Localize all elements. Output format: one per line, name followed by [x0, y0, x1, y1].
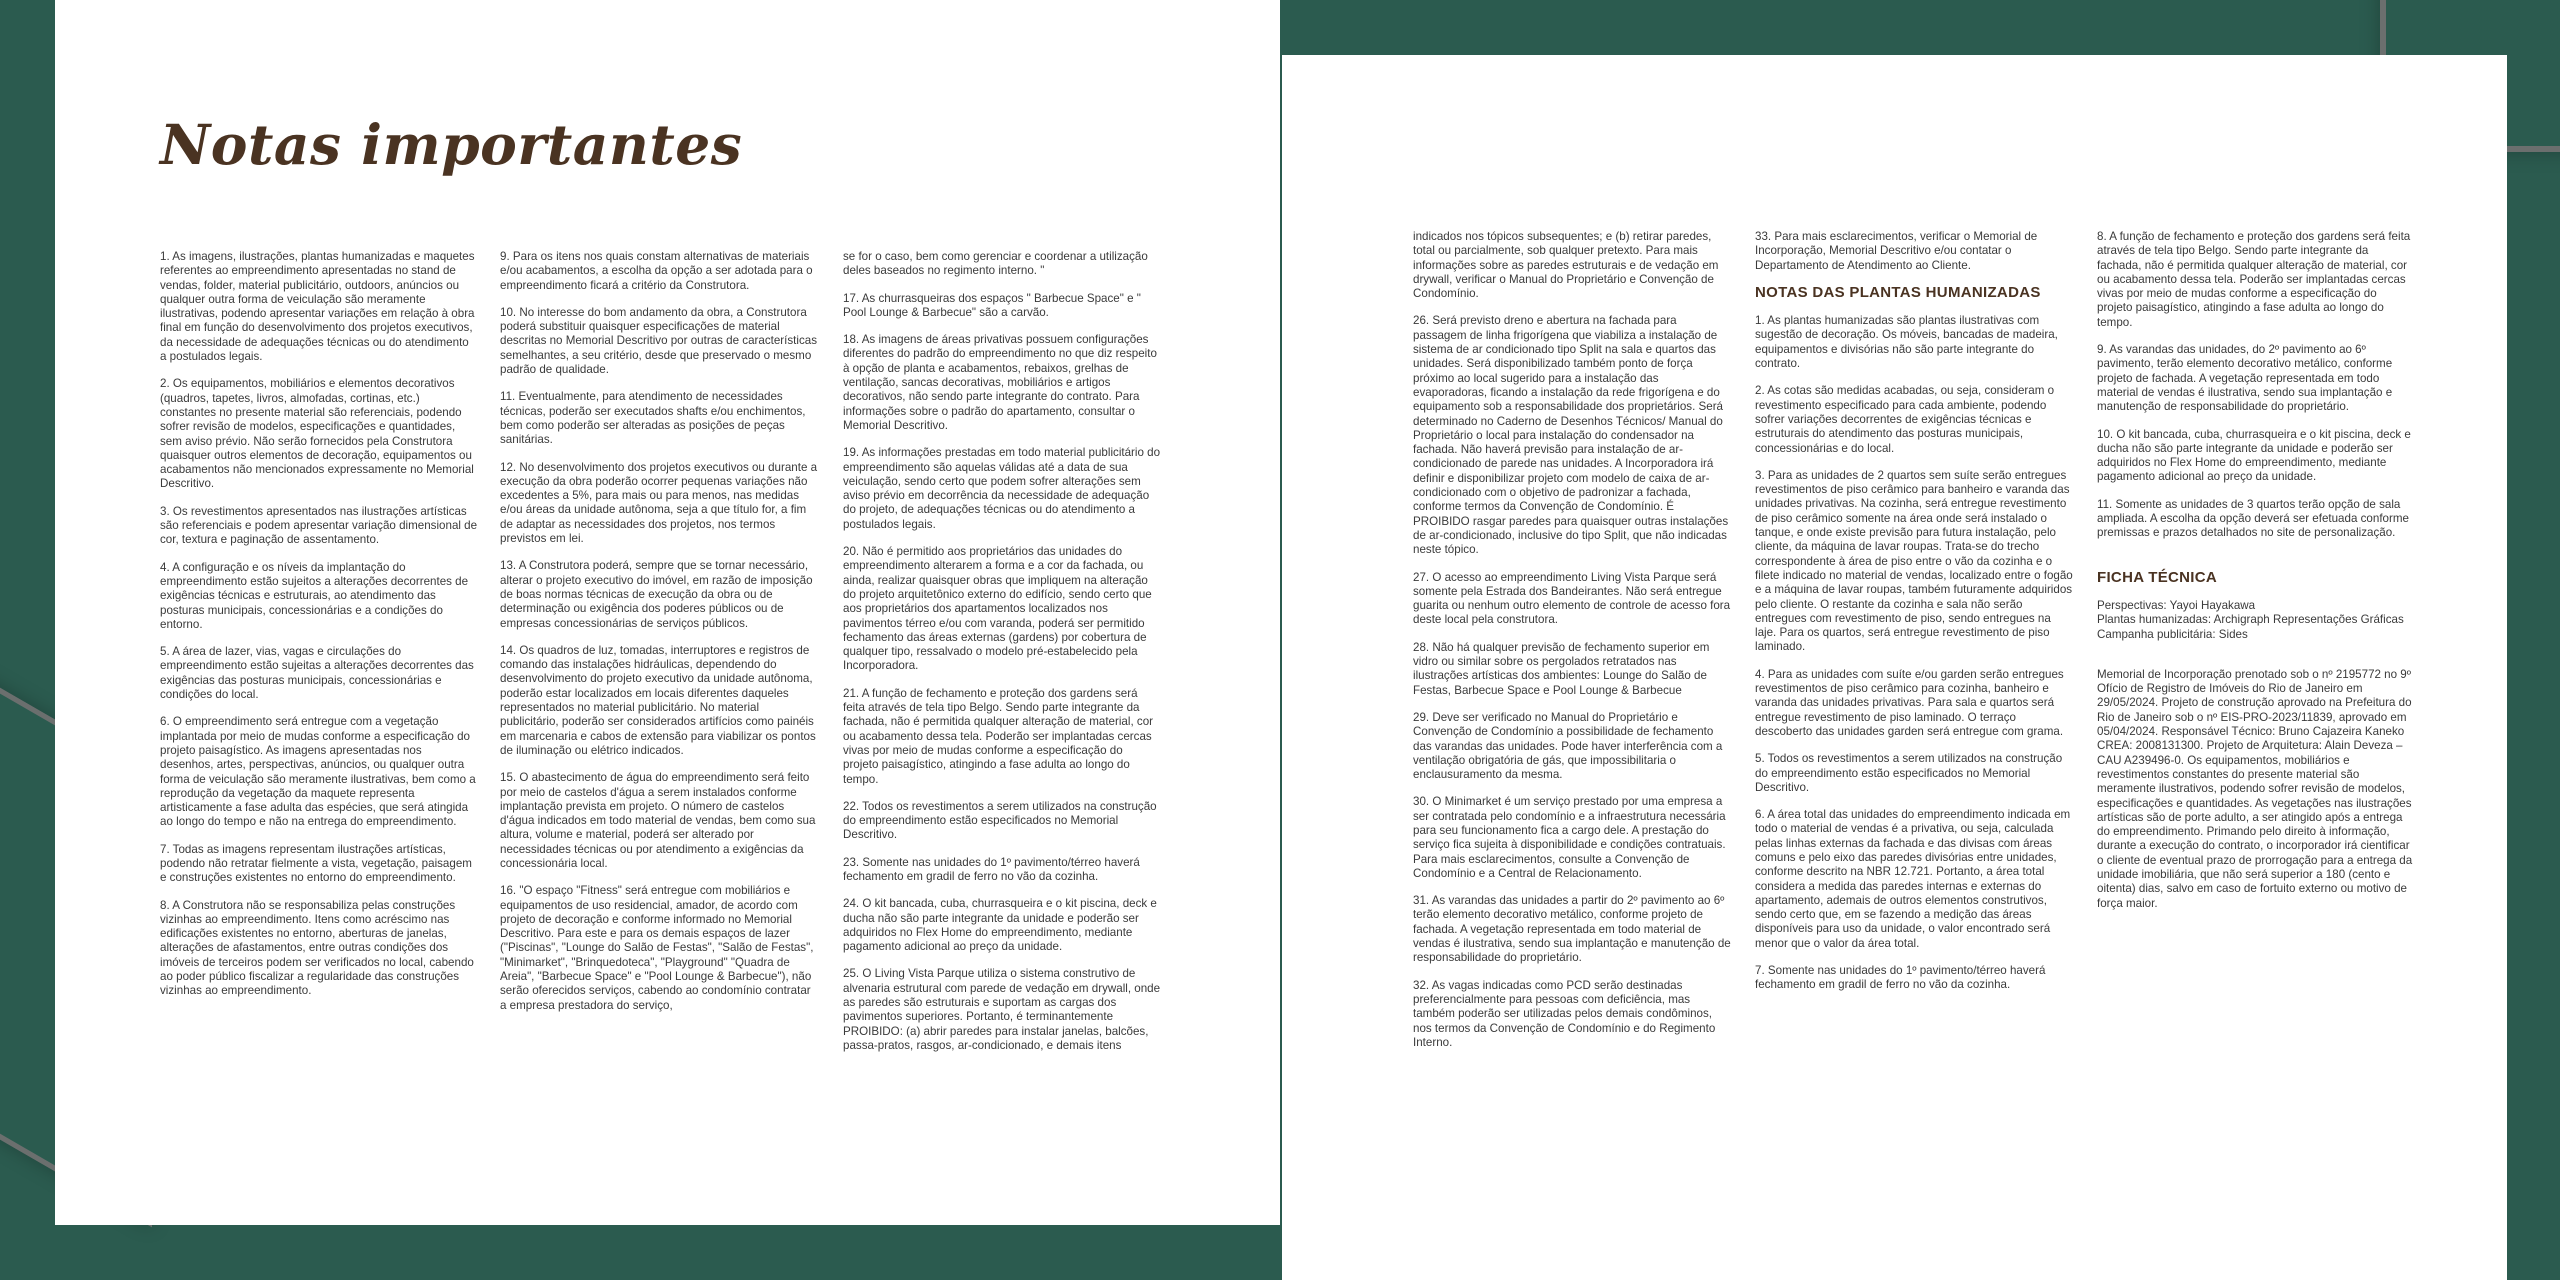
ficha-plantas: Plantas humanizadas: Archigraph Representações Gráficas — [2097, 613, 2404, 627]
note-29: 29. Deve ser verificado no Manual do Proprietário e Convenção de Condomínio a possibilidade de fechamento das varandas das unidades. Pode haver interferência com a ventilação obrigatória de gás, que impossibilitaria o enclausuramento da mesma. — [1413, 710, 1723, 782]
left-column-2 — [500, 250, 818, 1026]
note-7: 7. Todas as imagens representam ilustrações artísticas, podendo não retratar fielmente a vista, vegetação, paisagem e construções existentes no entorno do empreendimento. — [160, 842, 472, 885]
note-12: 12. No desenvolvimento dos projetos executivos ou durante a execução da obra poderão ocorrer pequenas variações não excedentes a 5%, para mais ou para menos, nas medidas e/ou áreas da unidade autônoma, seja a que título for, a fim de adaptar as necessidades dos projetos, nos termos previstos em lei. — [500, 460, 818, 546]
section-heading-ficha: FICHA TÉCNICA — [2097, 568, 2218, 586]
note-10: 10. No interesse do bom andamento da obra, a Construtora poderá substituir quaisquer especificações de material descritas no Memorial Descritivo por outras de características semelhantes, a seu critério, desde que preservado o mesmo padrão de qualidade. — [500, 305, 818, 377]
planta-note-3: 3. Para as unidades de 2 quartos sem suíte serão entregues revestimentos de piso cerâmico para banheiro e varanda das unidades privativas. Na cozinha, será entregue revestimento de piso cerâmico somente na área onde será instalado o tanque, e onde existe previsão para futura instalação, pelo cliente, da máquina de lavar roupas. Trata-se do trecho correspondente à área de piso entre o vão da cozinha e o filete indicado no material de vendas, localizado entre o fogão e a máquina de lavar roupas, também futuramente adquiridos pelo cliente. O restante da cozinha e sala não serão entregues com revestimento de piso, sendo entregues na laje. Para os quartos, será entregue revestimento de piso laminado. — [1755, 468, 2073, 654]
note-9: 9. Para os itens nos quais constam alternativas de materiais e/ou acabamentos, a escolha da opção a ser adotada para o empreendimento ficará a critério da Construtora. — [500, 250, 813, 292]
note-25-cont: indicados nos tópicos subsequentes; e (b) retirar paredes, total ou parcialmente, sob qualquer pretexto. Para mais informações sobre as paredes estruturais e de vedação em drywall, verificar o Manual do Proprietário e Convenção de Condomínio. — [1413, 230, 1719, 301]
note-2: 2. Os equipamentos, mobiliários e elementos decorativos (quadros, tapetes, livros, almofadas, cortinas, etc.) constantes no presente material são referenciais, podendo sofrer revisão de modelos, especificações e quantidades, sem aviso prévio. Não serão fornecidos pela Construtora quaisquer outros elementos de decoração, equipamentos ou acabamentos não mencionados expressamente no Memorial Descritivo. — [160, 377, 474, 491]
note-11: 11. Eventualmente, para atendimento de necessidades técnicas, poderão ser executados shafts e/ou enchimentos, bem como poderão ser alteradas as posições de peças sanitárias. — [500, 390, 806, 447]
planta-note-8: 8. A função de fechamento e proteção dos gardens será feita através de tela tipo Belgo. Sendo parte integrante da fachada, não é permitida qualquer alteração de material, cor ou acabamento dessa tela. Poderão ser implantadas cercas vivas por meio de mudas conforme a especificação do projeto paisagístico, atingindo a fase adulta ao longo do tempo. — [2097, 230, 2411, 329]
planta-note-10: 10. O kit bancada, cuba, churrasqueira e o kit piscina, deck e ducha não são parte integrante da unidade e poderão ser adquiridos no Flex Home do empreendimento, mediante pagamento adicional ao preço da unidade. — [2097, 427, 2411, 484]
note-16: 16. "O espaço "Fitness" será entregue com mobiliários e equipamentos de uso residencial, amador, de acordo com projeto de decoração e conforme informado no Memorial Descritivo. Para este e para os demais espaços de lazer ("Piscinas", "Lounge do Salão de Festas", "Salão de Festas", "Minimarket", "Brinquedoteca", "Playground" "Quadra de Areia", "Barbecue Space" e "Pool Lounge & Barbecue"), não serão oferecidos serviços, cabendo ao condomínio contratar a empresa prestadora do serviço, — [500, 884, 814, 1012]
note-5: 5. A área de lazer, vias, vagas e circulações do empreendimento estão sujeitas a alterações decorrentes das exigências das posturas municipais, concessionárias e condições do local. — [160, 645, 474, 702]
note-18: 18. As imagens de áreas privativas possuem configurações diferentes do padrão do empreendimento no que diz respeito à opção de planta e acabamentos, rebaixos, grelhas de ventilação, sancas decorativas, mobiliários e artigos decorativos, não sendo parte integrante do contrato. Para informações sobre o padrão do apartamento, consultar o Memorial Descritivo. — [843, 333, 1157, 432]
left-column-3 — [843, 250, 1161, 1066]
planta-note-1: 1. As plantas humanizadas são plantas ilustrativas com sugestão de decoração. Os móveis, bancadas de madeira, equipamentos e divisórias não são parte integrante do contrato. — [1755, 314, 2058, 371]
memorial-incorporacao: Memorial de Incorporação prenotado sob o nº 2195772 no 9º Ofício de Registro de Imóveis do Rio de Janeiro em 29/05/2024. Projeto de construção aprovado na Prefeitura do Rio de Janeiro sob o nº EIS-PRO-2023/11839, aprovado em 05/04/2024. Responsável Técnico: Bruno Cajazeira Kaneko CREA: 2008131300. Projeto de Arquitetura: Alain Deveza – CAU A239496-0. Os equipamentos, mobiliários e revestimentos constantes do presente material são meramente ilustrativos, podendo sofrer revisão de modelos, especificações e quantidades. As vegetações nas ilustrações artísticas são de porte adulto, a ser atingido após a entrega do empreendimento. Primando pelo direito à informação, durante a execução do contrato, o incorporador irá cientificar o cliente de eventual prazo de prorrogação para a entrega da unidade imobiliária, que não será superior a 180 (cento e oitenta) dias, salvo em caso de fortuito externo ou motivo de força maior. — [2097, 667, 2413, 910]
note-17: 17. As churrasqueiras dos espaços " Barbecue Space" e " Pool Lounge & Barbecue" são a carvão. — [843, 291, 1141, 319]
note-27: 27. O acesso ao empreendimento Living Vista Parque será somente pela Estrada dos Bandeirantes. Não será entregue guarita ou nenhum outro elemento de controle de acesso fora deste local pela construtora. — [1413, 570, 1731, 627]
note-26: 26. Será previsto dreno e abertura na fachada para passagem de linha frigorígena que viabiliza a instalação de sistema de ar condicionado tipo Split na sala e quartos das unidades. Será disponibilizado também ponto de força próximo ao local sugerido para a instalação das evaporadoras, ficando a instalação da rede frigorígena e do equipamento sob a responsabilidade dos proprietários. Será determinado no Caderno de Desenhos Técnicos/ Manual do Proprietário o local para instalação do condensador na fachada. Não haverá previsão para instalação de ar-condicionado de parede nas unidades. A Incorporadora irá definir e disponibilizar projeto com modelo de caixa de ar-condicionado com o objetivo de padronizar a fachada, conforme termos da Convenção de Condomínio. É PROIBIDO rasgar paredes para quaisquer outras instalações de ar-condicionado, inclusive do tipo Split, que não indicadas neste tópico. — [1413, 314, 1729, 557]
note-23: 23. Somente nas unidades do 1º pavimento/térreo haverá fechamento em gradil de ferro no vão da cozinha. — [843, 855, 1140, 883]
note-28: 28. Não há qualquer previsão de fechamento superior em vidro ou similar sobre os pergolados retratados nas ilustrações artísticas dos ambientes: Lounge do Salão de Festas, Barbecue Space e Pool Lounge & Barbecue — [1413, 640, 1710, 697]
note-19: 19. As informações prestadas em todo material publicitário do empreendimento são aquelas válidas até a data de sua veiculação, sendo certo que podem sofrer alterações sem aviso prévio em decorrência da necessidade de adequação do projeto, de adequações técnicas ou do atendimento a postulados legais. — [843, 446, 1161, 531]
note-25: 25. O Living Vista Parque utiliza o sistema construtivo de alvenaria estrutural com parede de vedação em drywall, onde as paredes são estruturais e suportam as cargas dos pavimentos superiores. Portanto, é terminantemente PROIBIDO: (a) abrir paredes para instalar janelas, balcões, passa-pratos, rasgos, ar-condicionado, e demais itens — [843, 967, 1161, 1052]
note-1: 1. As imagens, ilustrações, plantas humanizadas e maquetes referentes ao empreendimento apresentadas no stand de vendas, folder, material publicitário, outdoors, anúncios ou qualquer outra forma de veiculação são meramente ilustrativas, podendo apresentar variações em relação à obra final em função do desenvolvimento dos projetos executivos, da necessidade de adequações técnicas ou do atendimento a postulados legais. — [160, 250, 475, 364]
note-14: 14. Os quadros de luz, tomadas, interruptores e registros de comando das instalações hidráulicas, dependendo do desenvolvimento do projeto executivo da unidade autônoma, poderão estar localizados em locais diferentes daqueles representados no material publicitário. No material publicitário, poderão ser considerados artifícios como painéis em marcenaria e cabos de extensão para viabilizar os pontos de iluminação ou elétrico indicados. — [500, 643, 816, 757]
page-title: Notas importantes — [160, 112, 743, 177]
note-31: 31. As varandas das unidades a partir do 2º pavimento ao 6º terão elemento decorativo metálico, conforme projeto de fachada. A vegetação representada em todo material de vendas é ilustrativa, sendo sua implantação e manutenção de responsabilidade do proprietário. — [1413, 894, 1731, 965]
left-column-1 — [160, 250, 478, 1012]
right-page — [1282, 55, 2507, 1280]
note-15: 15. O abastecimento de água do empreendimento será feito por meio de castelos d'água a serem instalados conforme implantação prevista em projeto. O número de castelos d'água indicados em todo material de vendas, bem como sua altura, volume e material, poderá ser alterado por necessidades técnicas ou por atendimento a exigências da concessionária local. — [500, 771, 816, 870]
planta-note-4: 4. Para as unidades com suíte e/ou garden serão entregues revestimentos de piso cerâmico para cozinha, banheiro e varanda das unidades privativas. Para sala e quartos será entregue revestimento de piso laminado. O terraço descoberto das unidades garden será entregue com grama. — [1755, 667, 2064, 738]
planta-note-6: 6. A área total das unidades do empreendimento indicada em todo o material de vendas é a privativa, ou seja, calculada pelas linhas externas da fachada e das divisas com áreas comuns e pelo eixo das paredes divisórias entre unidades, conforme descrito na NBR 12.721. Portanto, a área total considera a medida das paredes internas e externas do apartamento, ademais de outros elementos construtivos, sendo certo que, em se fazendo a medição das áreas disponíveis para uso da unidade, o valor encontrado será menor que o valor da área total. — [1755, 808, 2071, 950]
note-6: 6. O empreendimento será entregue com a vegetação implantada por meio de mudas conforme a especificação do projeto paisagístico. As imagens apresentadas nos desenhos, artes, perspectivas, anúncios, ou qualquer outra forma de veiculação são meramente ilustrativas, bem como a reprodução da vegetação da maquete representa artisticamente a fase adulta das espécies, que será atingida ao longo do tempo e não na entrega do empreendimento. — [160, 715, 476, 829]
right-column-2 — [1755, 230, 2073, 1006]
ficha-campanha: Campanha publicitária: Sides — [2097, 627, 2248, 641]
note-30: 30. O Minimarket é um serviço prestado por uma empresa a ser contratada pelo condomínio e a infraestrutura necessária para seu funcionamento fica a cargo dele. A prestação do serviço fica sujeita à disponibilidade e condições contratuais. Para mais esclarecimentos, consulte a Convenção de Condomínio e a Central de Relacionamento. — [1413, 795, 1726, 880]
ficha-perspectivas: Perspectivas: Yayoi Hayakawa — [2097, 598, 2256, 612]
note-16-cont: se for o caso, bem como gerenciar e coordenar a utilização deles baseados no regimento interno. " — [843, 250, 1148, 278]
note-4: 4. A configuração e os níveis da implantação do empreendimento estão sujeitos a alterações decorrentes de exigências técnicas e estruturais, ao atendimento das posturas municipais, concessionárias e a condições do entorno. — [160, 560, 469, 631]
note-22: 22. Todos os revestimentos a serem utilizados na construção do empreendimento estão especificados no Memorial Descritivo. — [843, 799, 1157, 842]
note-3: 3. Os revestimentos apresentados nas ilustrações artísticas são referenciais e podem apresentar variação dimensional de cor, textura e paginação de assentamento. — [160, 504, 478, 547]
note-32: 32. As vagas indicadas como PCD serão destinadas preferencialmente para pessoas com deficiência, mas também poderão ser utilizadas pelos demais condôminos, nos termos da Convenção de Condomínio e do Regimento Interno. — [1413, 978, 1716, 1049]
left-page — [55, 0, 1280, 1225]
planta-note-7: 7. Somente nas unidades do 1º pavimento/térreo haverá fechamento em gradil de ferro no vão da cozinha. — [1755, 964, 2046, 992]
section-heading-plantas: NOTAS DAS PLANTAS HUMANIZADAS — [1755, 283, 2041, 301]
note-21: 21. A função de fechamento e proteção dos gardens será feita através de tela tipo Belgo. Sendo parte integrante da fachada, não é permitida qualquer alteração de material, cor ou acabamento dessa tela. Poderão ser implantadas cercas vivas por meio de mudas conforme a especificação do projeto paisagístico, atingindo a fase adulta ao longo do tempo. — [843, 686, 1153, 786]
right-column-3 — [2097, 230, 2415, 924]
note-24: 24. O kit bancada, cuba, churrasqueira e o kit piscina, deck e ducha não são parte integrante da unidade e poderão ser adquiridos no Flex Home do empreendimento, mediante pagamento adicional ao preço da unidade. — [843, 897, 1157, 954]
note-33: 33. Para mais esclarecimentos, verificar o Memorial de Incorporação, Memorial Descritivo e/ou contatar o Departamento de Atendimento ao Cliente. — [1755, 230, 2038, 272]
right-column-1 — [1413, 230, 1731, 1063]
planta-note-2: 2. As cotas são medidas acabadas, ou seja, consideram o revestimento especificado para cada ambiente, podendo sofrer variações decorrentes de exigências técnicas e estruturais do atendimento das posturas municipais, concessionárias e do local. — [1755, 384, 2055, 455]
note-8: 8. A Construtora não se responsabiliza pelas construções vizinhas ao empreendimento. Itens como acréscimo nas edificações existentes no entorno, aberturas de janelas, alterações de afastamentos, entre outras condições dos imóveis de terceiros podem ser verificados no local, cabendo ao poder público fiscalizar a regularidade das construções vizinhas ao empreendimento. — [160, 898, 474, 998]
note-13: 13. A Construtora poderá, sempre que se tornar necessário, alterar o projeto executivo do imóvel, em razão de imposição de boas normas técnicas de execução da obra ou de determinação ou exigência dos poderes públicos ou de empresas concessionárias de serviços públicos. — [500, 559, 813, 630]
planta-note-11: 11. Somente as unidades de 3 quartos terão opção de sala ampliada. A escolha da opção deverá ser efetuada conforme premissas e prazos detalhados no site de personalização. — [2097, 497, 2409, 540]
note-20: 20. Não é permitido aos proprietários das unidades do empreendimento alterarem a forma e a cor da fachada, ou ainda, realizar quaisquer obras que impliquem na alteração do projeto arquitetônico externo do edifício, sendo certo que aos proprietários dos apartamentos localizados nos pavimentos térreo e/ou com varanda, poderá ser permitido fechamento das áreas externas (gardens) por cobertura de qualquer tipo, ressalvado o modelo pré-estabelecido pela Incorporadora. — [843, 545, 1152, 673]
planta-note-9: 9. As varandas das unidades, do 2º pavimento ao 6º pavimento, terão elemento decorativo metálico, conforme projeto de fachada. A vegetação representada em todo material de vendas é ilustrativa, sendo sua implantação e manutenção de responsabilidade do proprietário. — [2097, 343, 2393, 414]
planta-note-5: 5. Todos os revestimentos a serem utilizados na construção do empreendimento estão especificados no Memorial Descritivo. — [1755, 752, 2063, 794]
